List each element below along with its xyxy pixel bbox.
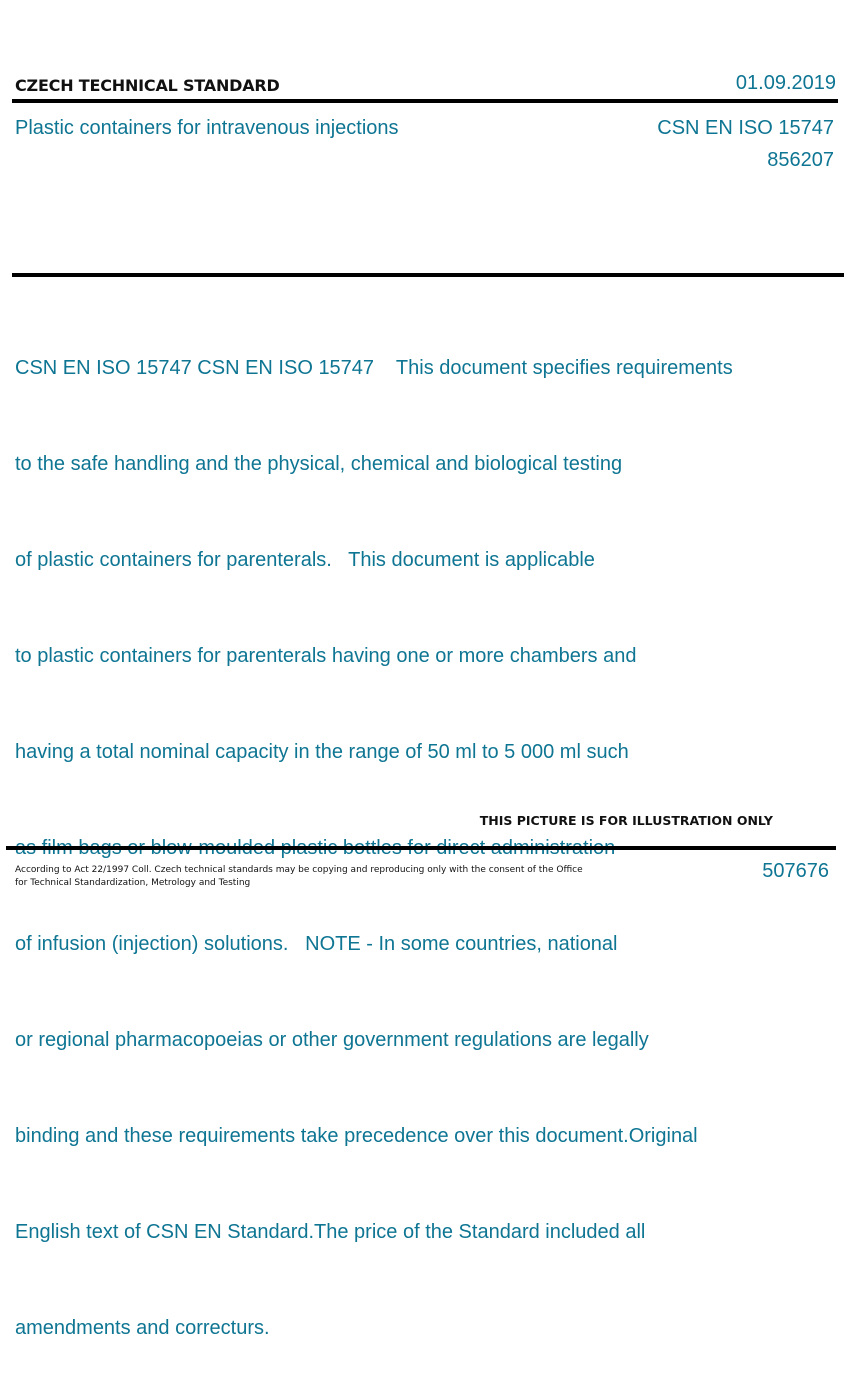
classification-number: 856207: [767, 149, 834, 171]
description-line: English text of CSN EN Standard.The price of the Standard included all: [15, 1221, 646, 1243]
document-id: 507676: [762, 860, 829, 882]
description-line: of infusion (injection) solutions. NOTE - In some countries, national: [15, 933, 618, 955]
legal-notice: [15, 864, 585, 890]
legal-notice-line: for Technical Standardization, Metrology and Testing: [15, 878, 251, 888]
description-line: of plastic containers for parenterals. This document is applicable: [15, 549, 595, 571]
standard-code: CSN EN ISO 15747: [657, 117, 834, 139]
footer-divider: [6, 846, 836, 850]
description-line: having a total nominal capacity in the range of 50 ml to 5 000 ml such: [15, 741, 629, 763]
section-divider: [12, 273, 844, 277]
legal-notice-line: According to Act 22/1997 Coll. Czech technical standards may be copying and reproducing only with the consent of the Office: [15, 865, 583, 875]
description-line: CSN EN ISO 15747 CSN EN ISO 15747 This document specifies requirements: [15, 357, 733, 379]
description-text: [15, 288, 805, 1376]
header-date: 01.09.2019: [735, 72, 836, 94]
description-line: to the safe handling and the physical, chemical and biological testing: [15, 453, 623, 475]
header-divider: [12, 99, 838, 103]
illustration-note: THIS PICTURE IS FOR ILLUSTRATION ONLY: [479, 813, 773, 828]
description-line: amendments and correcturs.: [15, 1317, 270, 1339]
header-label: CZECH TECHNICAL STANDARD: [15, 76, 280, 95]
description-line: or regional pharmacopoeias or other government regulations are legally: [15, 1029, 649, 1051]
description-line: to plastic containers for parenterals having one or more chambers and: [15, 645, 637, 667]
description-line: binding and these requirements take precedence over this document.Original: [15, 1125, 698, 1147]
standard-title: Plastic containers for intravenous injections: [15, 117, 399, 139]
